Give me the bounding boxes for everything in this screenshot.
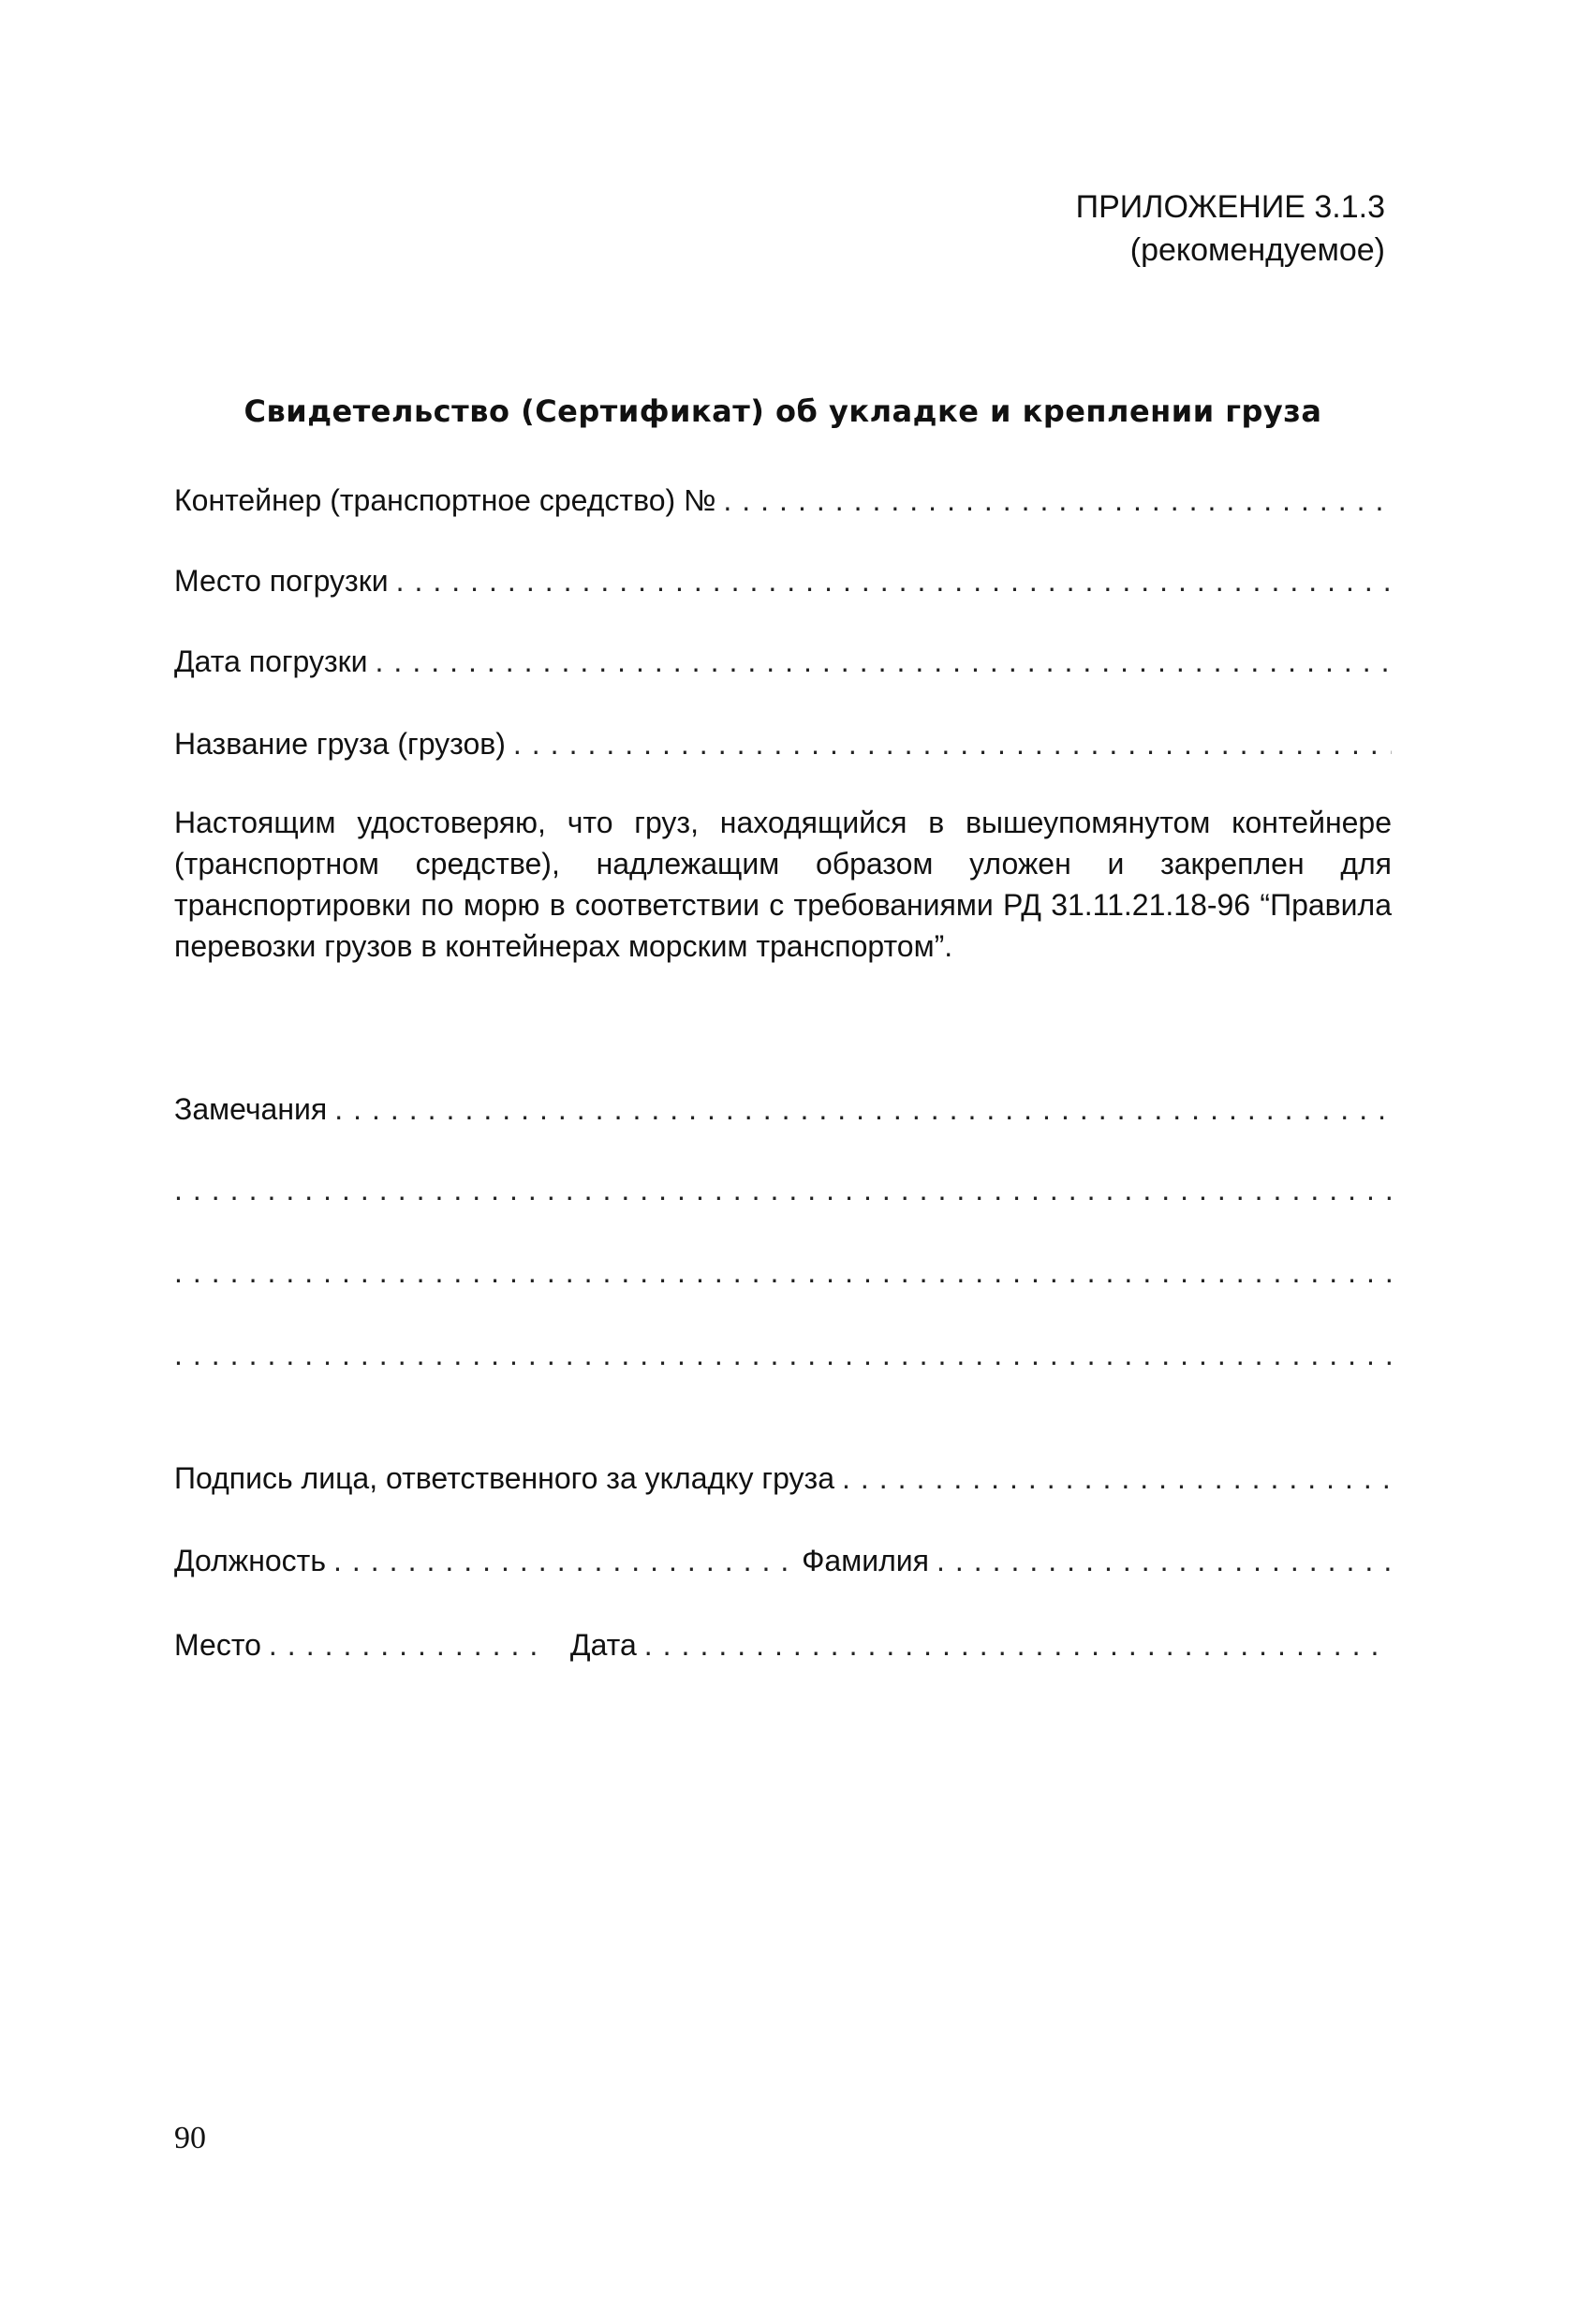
remarks-fill-line[interactable]	[334, 1090, 1392, 1128]
remarks-fill-line-4[interactable]	[174, 1336, 1392, 1373]
loading-date-field[interactable]	[174, 643, 1392, 680]
position-fill-line[interactable]	[333, 1542, 789, 1579]
surname-fill-line[interactable]	[937, 1542, 1392, 1579]
loading-place-field[interactable]	[174, 562, 1392, 600]
container-number-fill-line[interactable]	[723, 481, 1392, 519]
remarks-fill-line-2[interactable]	[174, 1171, 1392, 1208]
loading-place-fill-line[interactable]	[396, 562, 1392, 600]
place-label: Место	[174, 1628, 261, 1662]
surname-label: Фамилия	[802, 1544, 929, 1577]
date-label: Дата	[569, 1628, 637, 1662]
remarks-line-4[interactable]	[174, 1336, 1392, 1373]
remarks-fill-line-3[interactable]	[174, 1253, 1392, 1291]
remarks-field[interactable]	[174, 1090, 1392, 1128]
position-label: Должность	[174, 1544, 326, 1577]
loading-place-label: Место погрузки	[174, 564, 389, 598]
page-number: 90	[174, 2121, 206, 2155]
appendix-status: (рекомендуемое)	[1129, 232, 1385, 268]
remarks-line-3[interactable]	[174, 1253, 1392, 1291]
appendix-number: ПРИЛОЖЕНИЕ 3.1.3	[1075, 189, 1385, 225]
date-fill-line[interactable]	[644, 1626, 1392, 1664]
cargo-name-label: Название груза (грузов)	[174, 727, 506, 761]
remarks-line-2[interactable]	[174, 1171, 1392, 1208]
responsible-signature-label: Подпись лица, ответственного за укладку груза	[174, 1461, 834, 1495]
position-surname-row	[174, 1542, 1392, 1579]
certification-statement: Настоящим удостоверяю, что груз, находящийся в вышеупомянутом контейнере (транспортном средстве), надлежащим образом уложен и закреплен для транспортировки по морю в соответствии с требованиями РД 31.11.21.18-96 “Правила перевозки грузов в контейнерах морским транспортом”.	[174, 806, 1392, 963]
remarks-label: Замечания	[174, 1092, 328, 1126]
responsible-signature-field[interactable]	[174, 1459, 1392, 1497]
certificate-title: Свидетельство (Сертификат) об укладке и креплении груза	[243, 393, 1322, 429]
cargo-name-field[interactable]	[174, 725, 1392, 762]
loading-date-fill-line[interactable]	[376, 643, 1392, 680]
responsible-signature-fill-line[interactable]	[842, 1459, 1392, 1497]
place-date-row	[174, 1626, 1392, 1664]
container-number-label: Контейнер (транспортное средство) №	[174, 483, 716, 517]
container-number-field[interactable]	[174, 481, 1392, 519]
place-fill-line[interactable]	[269, 1626, 550, 1664]
appendix-header	[1076, 185, 1385, 272]
loading-date-label: Дата погрузки	[174, 644, 368, 678]
cargo-name-fill-line[interactable]	[513, 725, 1392, 762]
